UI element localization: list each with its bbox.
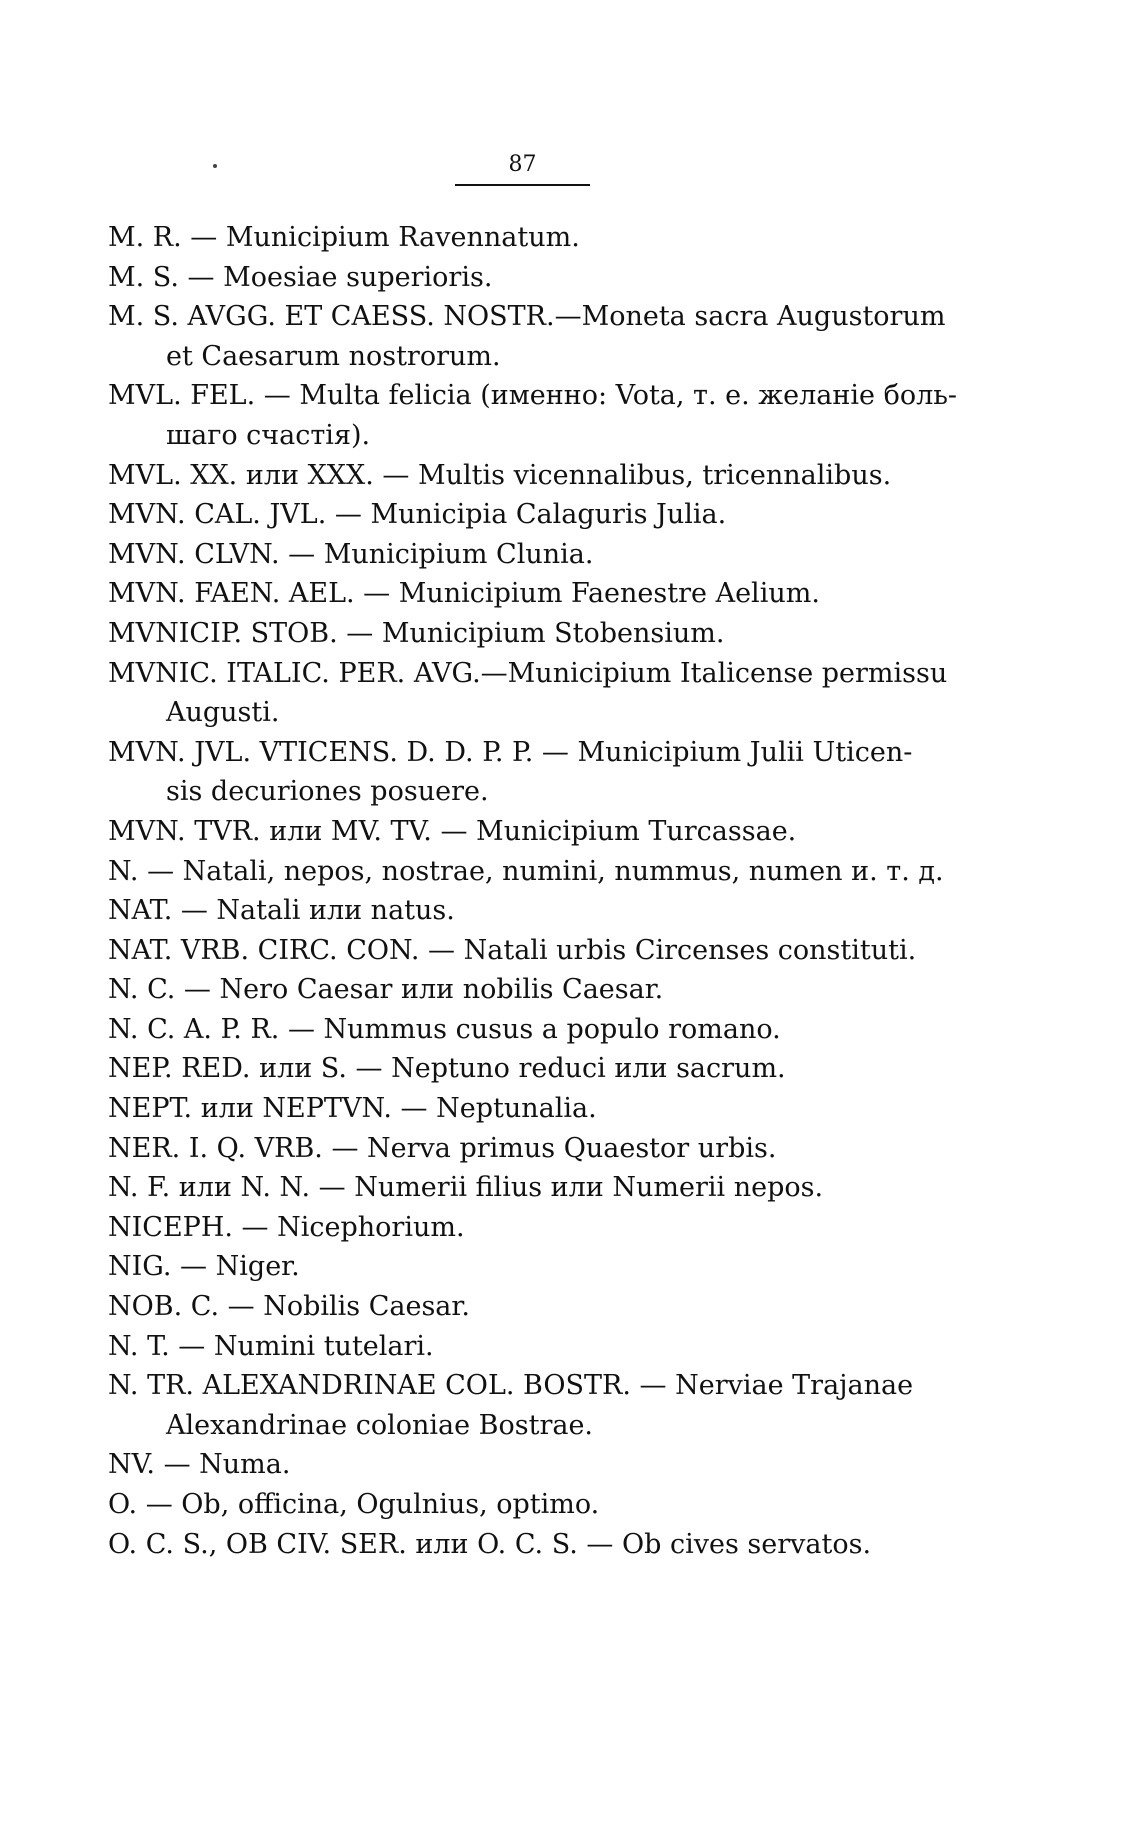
entry-line: NICEPH. — Nicephorium. [108,1211,465,1243]
abbreviation-entry [108,1287,950,1327]
abbreviation-entry [108,1049,950,1089]
entry-line: NAT. — Natali или natus. [108,895,455,927]
print-speck [213,164,217,168]
entry-continuation-line: et Caesarum nostrorum. [166,340,501,372]
entry-line: N. — Natali, nepos, nostrae, numini, nummus, numen и. т. д. [108,855,944,887]
abbreviation-entry [108,535,950,575]
entry-continuation-line: Alexandrinae coloniae Bostrae. [166,1409,594,1441]
entry-line: MVL. FEL. — Multa felicia (именно: Vota, т. е. желаніе боль- [108,380,958,412]
abbreviation-entry [108,1445,950,1485]
entry-line: M. S. — Moesiae superioris. [108,261,493,293]
page-header [455,150,590,186]
abbreviation-entry [108,1525,950,1565]
entry-line: MVL. XX. или XXX. — Multis vicennalibus, tricennalibus. [108,459,892,491]
entry-line: O. — Ob, officina, Ogulnius, optimo. [108,1489,600,1520]
abbreviation-entry [108,1208,950,1248]
abbreviation-entry [108,1010,950,1050]
entry-line: MVN. CAL. JVL. — Municipia Calaguris Julia. [108,499,727,531]
abbreviation-entry [108,218,950,258]
entry-line: NV. — Numa. [108,1449,291,1481]
abbreviation-entry [108,297,950,376]
abbreviation-entry [108,1168,950,1208]
entry-continuation-line: Augusti. [166,697,280,729]
abbreviation-list [108,218,958,1564]
entry-line: NEPT. или NEPTVN. — Neptunalia. [108,1093,597,1125]
entry-line: NEP. RED. или S. — Neptuno reduci или sacrum. [108,1053,786,1085]
abbreviation-entry [108,1366,950,1445]
abbreviation-entry [108,891,950,931]
abbreviation-entry [108,733,950,812]
abbreviation-entry [108,812,950,852]
abbreviation-entry [108,258,950,298]
entry-line: MVNIC. ITALIC. PER. AVG.—Municipium Italicense permissu [108,657,948,689]
entry-line: N. T. — Numini tutelari. [108,1330,434,1362]
entry-line: NER. I. Q. VRB. — Nerva primus Quaestor urbis. [108,1132,777,1164]
entry-line: O. C. S., OB CIV. SER. или O. C. S. — Ob cives servatos. [108,1528,872,1560]
entry-line: M. R. — Municipium Ravennatum. [108,222,580,253]
entry-continuation-line: sis decuriones posuere. [166,776,489,808]
abbreviation-entry [108,614,950,654]
abbreviation-entry [108,654,950,733]
abbreviation-entry [108,931,950,971]
entry-line: NOB. C. — Nobilis Caesar. [108,1291,470,1323]
abbreviation-entry [108,495,950,535]
entry-line: MVNICIP. STOB. — Municipium Stobensium. [108,617,725,649]
entry-line: NAT. VRB. CIRC. CON. — Natali urbis Circenses constituti. [108,934,917,966]
abbreviation-entry [108,1089,950,1129]
abbreviation-entry [108,852,950,892]
entry-line: N. F. или N. N. — Numerii filius или Numerii nepos. [108,1172,824,1204]
entry-line: MVN. TVR. или MV. TV. — Municipium Turcassae. [108,815,797,847]
header-rule [455,184,590,186]
entry-line: N. C. — Nero Caesar или nobilis Caesar. [108,974,664,1006]
entry-line: N. C. A. P. R. — Nummus cusus a populo romano. [108,1013,781,1045]
abbreviation-entry [108,1129,950,1169]
page-number: 87 [508,152,537,177]
entry-line: N. TR. ALEXANDRINAE COL. BOSTR. — Nerviae Trajanae [108,1370,914,1402]
abbreviation-entry [108,574,950,614]
abbreviation-entry [108,970,950,1010]
entry-line: NIG. — Niger. [108,1251,300,1283]
entry-line: MVN. FAEN. AEL. — Municipium Faenestre Aelium. [108,578,820,610]
entry-continuation-line: шаго счастія). [166,419,371,451]
entry-line: MVN. CLVN. — Municipium Clunia. [108,538,594,570]
abbreviation-entry [108,1485,950,1525]
abbreviation-entry [108,376,958,455]
abbreviation-entry [108,1327,950,1367]
entry-line: MVN. JVL. VTICENS. D. D. P. P. — Municipium Julii Uticen- [108,736,913,768]
abbreviation-entry [108,1247,950,1287]
abbreviation-entry [108,456,950,496]
entry-line: M. S. AVGG. ET CAESS. NOSTR.—Moneta sacra Augustorum [108,301,946,333]
